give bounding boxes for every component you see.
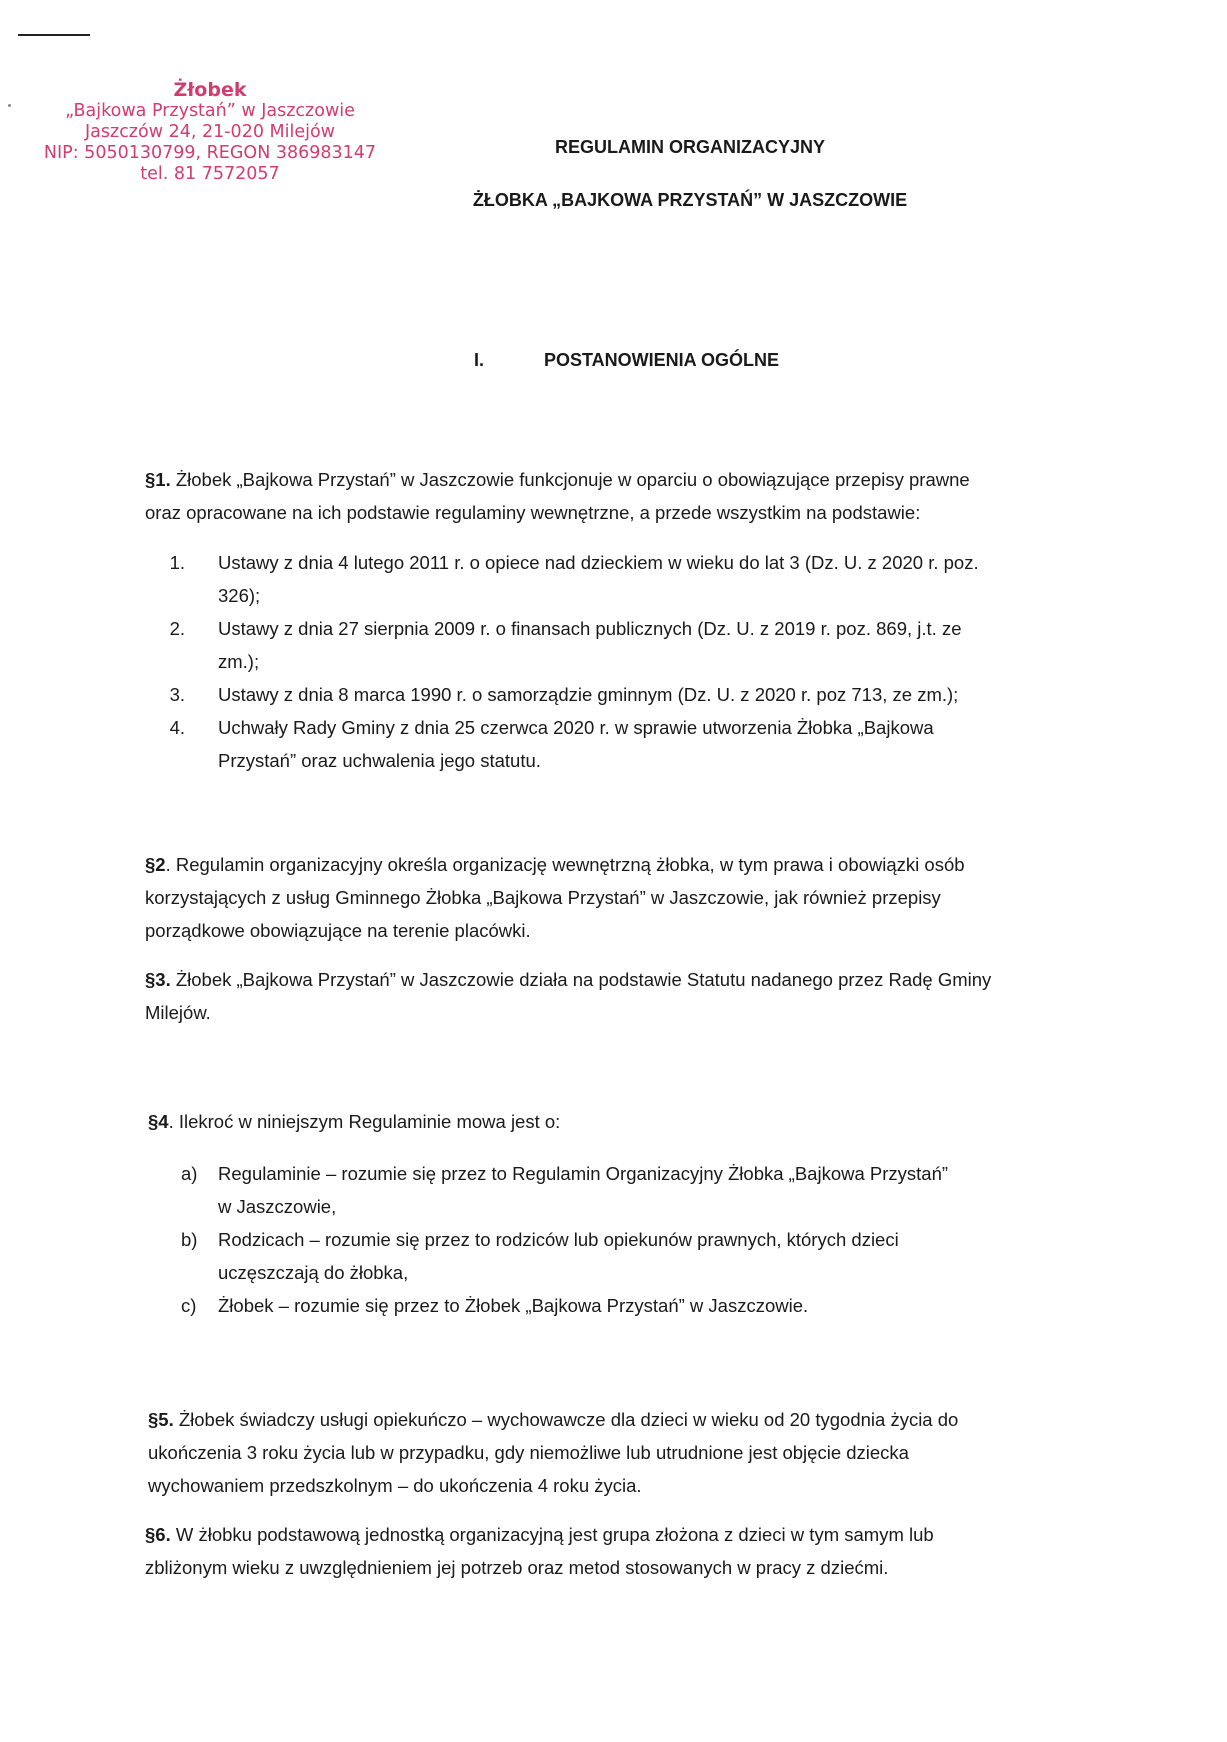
paragraph-6 [145, 1518, 934, 1584]
list-item [145, 678, 979, 711]
section-heading [474, 350, 779, 371]
document-title: REGULAMIN ORGANIZACYJNY [554, 137, 825, 157]
paragraph-mark: §5. [148, 1409, 174, 1430]
legal-basis-list [145, 546, 979, 777]
list-item-text: Ustawy z dnia 8 marca 1990 r. o samorządzie gminnym (Dz. U. z 2020 r. poz 713, ze zm.); [218, 684, 959, 705]
paragraph-text: wychowaniem przedszkolnym – do ukończenia 4 roku życia. [148, 1475, 642, 1496]
document-subtitle: ŻŁOBKA „BAJKOWA PRZYSTAŃ” W JASZCZOWIE [472, 190, 908, 210]
paragraph-text: porządkowe obowiązujące na terenie placówki. [145, 920, 531, 941]
paragraph-text: Żłobek świadczy usługi opiekuńczo – wychowawcze dla dzieci w wieku od 20 tygodnia życia do [173, 1409, 959, 1430]
scan-dust-dot [8, 104, 11, 107]
list-item-text: Przystań” oraz uchwalenia jego statutu. [218, 750, 541, 771]
list-item-text: zm.); [218, 651, 260, 672]
stamp-address: Jaszczów 24, 21-020 Milejów [85, 122, 335, 142]
list-marker: 3. [169, 684, 185, 705]
paragraph-text: . Ilekroć w niniejszym Regulaminie mowa jest o: [168, 1111, 561, 1132]
definitions-list [145, 1157, 948, 1322]
list-item [145, 1289, 948, 1322]
paragraph-text: Żłobek „Bajkowa Przystań” w Jaszczowie działa na podstawie Statutu nadanego przez Radę Gminy [170, 969, 992, 990]
paragraph-mark: §3. [145, 969, 171, 990]
paragraph-1 [145, 463, 970, 529]
list-marker: a) [181, 1163, 198, 1184]
stamp-ids: NIP: 5050130799, REGON 386983147 [43, 143, 377, 163]
paragraph-2 [145, 848, 965, 947]
stamp-title: Żłobek [173, 79, 247, 101]
list-marker: 1. [169, 552, 185, 573]
paragraph-mark: §2 [145, 854, 166, 875]
list-item-text: uczęszczają do żłobka, [218, 1262, 409, 1283]
list-marker: 4. [169, 717, 185, 738]
list-item [145, 1223, 948, 1289]
list-marker: c) [181, 1295, 197, 1316]
paragraph-5 [148, 1403, 958, 1502]
list-item [145, 1157, 948, 1223]
paragraph-text: korzystających z usług Gminnego Żłobka „Bajkowa Przystań” w Jaszczowie, jak również przepisy [145, 887, 941, 908]
list-item [145, 612, 979, 678]
paragraph-mark: §4 [148, 1111, 169, 1132]
paragraph-text: Żłobek „Bajkowa Przystań” w Jaszczowie funkcjonuje w oparciu o obowiązujące przepisy prawne [170, 469, 970, 490]
list-item-text: Ustawy z dnia 27 sierpnia 2009 r. o finansach publicznych (Dz. U. z 2019 r. poz. 869, j.t. ze [218, 618, 962, 639]
list-marker: 2. [169, 618, 185, 639]
paragraph-text: W żłobku podstawową jednostką organizacyjną jest grupa złożona z dzieci w tym samym lub [170, 1524, 934, 1545]
list-item-text: Żłobek – rozumie się przez to Żłobek „Bajkowa Przystań” w Jaszczowie. [218, 1295, 809, 1316]
paragraph-text: . Regulamin organizacyjny określa organizację wewnętrzną żłobka, w tym prawa i obowiązki osób [165, 854, 965, 875]
paragraph-mark: §6. [145, 1524, 171, 1545]
paragraph-3 [145, 963, 991, 1029]
stamp-name: „Bajkowa Przystań” w Jaszczowie [65, 101, 355, 121]
list-item-text: Ustawy z dnia 4 lutego 2011 r. o opiece nad dzieckiem w wieku do lat 3 (Dz. U. z 2020 r. poz. [218, 552, 979, 573]
list-item-text: Regulaminie – rozumie się przez to Regulamin Organizacyjny Żłobka „Bajkowa Przystań” [218, 1163, 949, 1184]
list-item-text: Uchwały Rady Gminy z dnia 25 czerwca 2020 r. w sprawie utworzenia Żłobka „Bajkowa [218, 717, 934, 738]
paragraph-text: zbliżonym wieku z uwzględnieniem jej potrzeb oraz metod stosowanych w pracy z dziećmi. [145, 1557, 889, 1578]
paragraph-4 [148, 1105, 560, 1138]
section-number: I. [474, 350, 485, 370]
list-item-text: 326); [218, 585, 261, 606]
stamp-phone: tel. 81 7572057 [140, 164, 280, 184]
institution-stamp [40, 80, 380, 185]
list-item [145, 711, 979, 777]
list-marker: b) [181, 1229, 198, 1250]
paragraph-text: oraz opracowane na ich podstawie regulaminy wewnętrzne, a przede wszystkim na podstawie: [145, 502, 921, 523]
list-item-text: w Jaszczowie, [218, 1196, 337, 1217]
list-item-text: Rodzicach – rozumie się przez to rodziców lub opiekunów prawnych, których dzieci [218, 1229, 899, 1250]
list-item [145, 546, 979, 612]
paragraph-text: ukończenia 3 roku życia lub w przypadku, gdy niemożliwe lub utrudnione jest objęcie dziecka [148, 1442, 909, 1463]
scan-edge-mark [18, 34, 90, 36]
section-title: POSTANOWIENIA OGÓLNE [544, 350, 780, 370]
paragraph-mark: §1. [145, 469, 171, 490]
paragraph-text: Milejów. [145, 1002, 211, 1023]
